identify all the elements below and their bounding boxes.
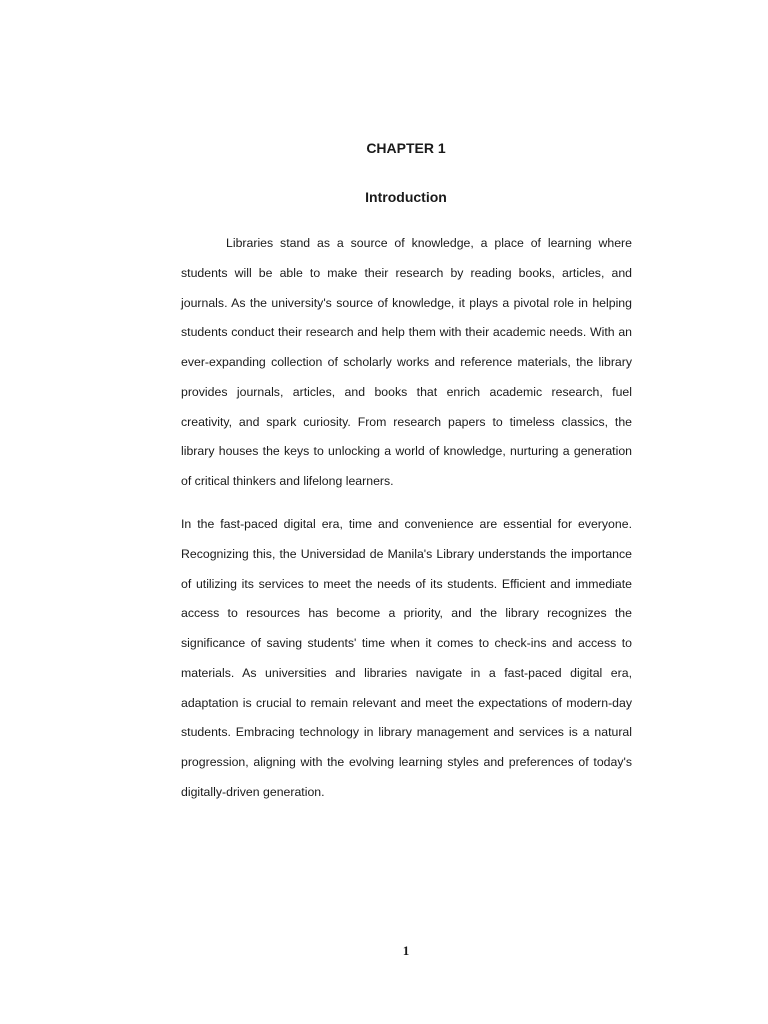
chapter-heading: CHAPTER 1 [366,140,446,156]
body-paragraph: In the fast-paced digital era, time and convenience are essential for everyone. Recognizing this, the Universidad de Manila's Library understands the importance of utilizing its services to meet the needs of its students. Efficient and immediate access to resources has become a priority, and the library recognizes the significance of saving students' time when it comes to check-ins and access to materials. As universities and libraries navigate in a fast-paced digital era, adaptation is crucial to remain relevant and meet the expectations of modern-day students. Embracing technology in library management and services is a natural progression, aligning with the evolving learning styles and preferences of today's digitally-driven generation. [181,517,632,799]
page-number: 1 [402,943,410,958]
section-title: Introduction [365,189,447,205]
body-paragraph: Libraries stand as a source of knowledge, a place of learning where students will be able to make their research by reading books, articles, and journals. As the university's source of knowledge, it plays a pivotal role in helping students conduct their research and help them with their academic needs. With an ever-expanding collection of scholarly works and reference materials, the library provides journals, articles, and books that enrich academic research, fuel creativity, and spark curiosity. From research papers to timeless classics, the library houses the keys to unlocking a world of knowledge, nurturing a generation of critical thinkers and lifelong learners. [181,236,632,488]
